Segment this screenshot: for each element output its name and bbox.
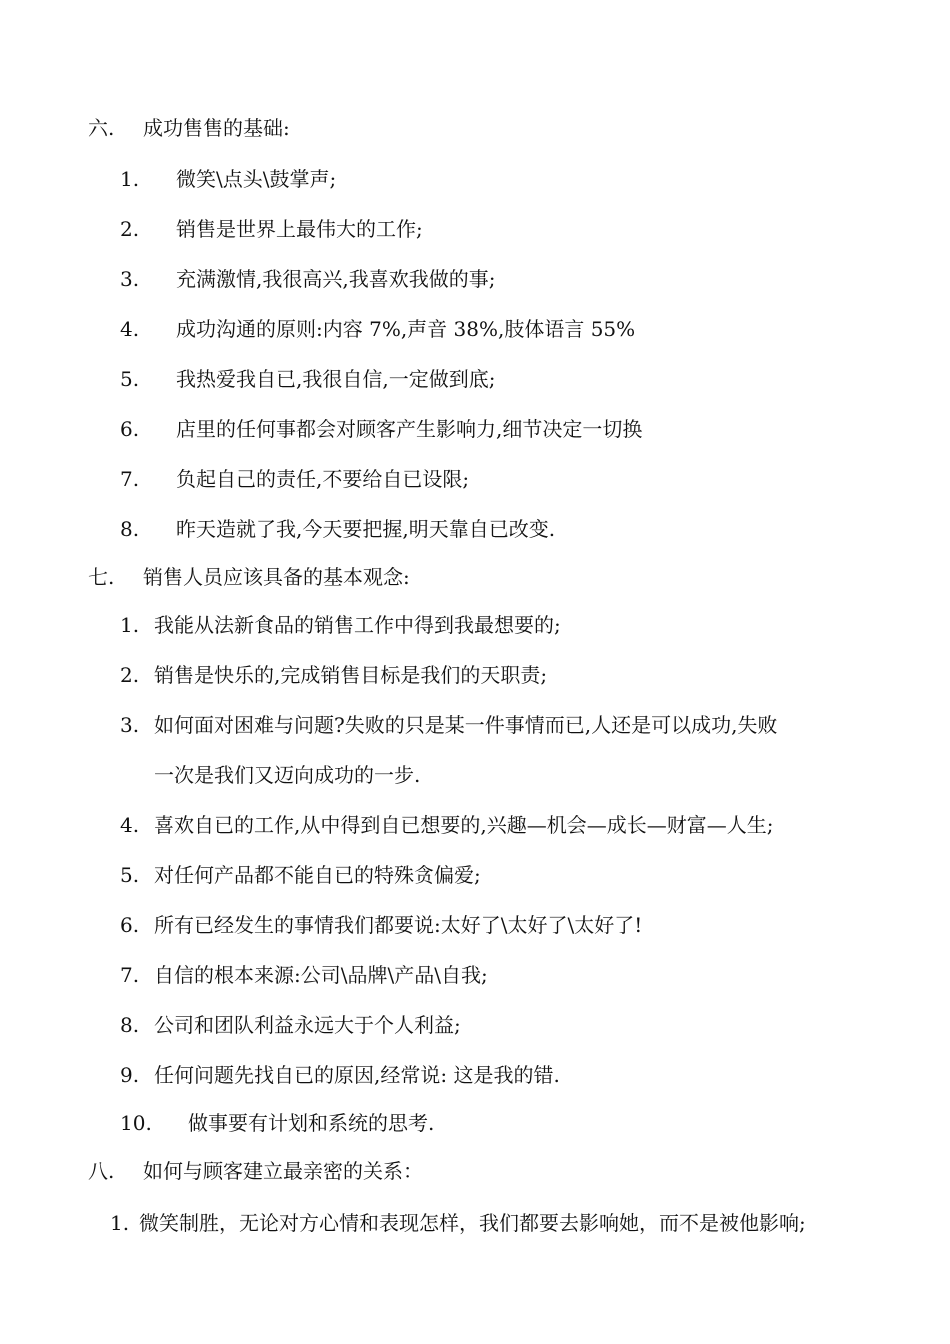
list-item-number: 8. [120,1013,140,1037]
list-item-number: 7. [120,963,140,987]
list-item-text: 昨天造就了我,今天要把握,明天靠自已改变. [176,517,556,541]
list-item-text: 任何问题先找自已的原因,经常说: 这是我的错. [154,1063,560,1087]
list-item-number: 7. [120,467,140,491]
list-item-text: 店里的任何事都会对顾客产生影响力,细节决定一切换 [176,417,643,441]
list-item-text: 我热爱我自已,我很自信,一定做到底; [176,367,496,391]
list-item-number: 8. [120,517,140,541]
list-item-number: 1. [120,613,140,637]
list-item-number: 9. [120,1063,140,1087]
section-8-title: 如何与顾客建立最亲密的关系： [143,1159,423,1183]
list-item-number: 6. [120,913,140,937]
list-item-number: 3. [120,267,140,291]
list-item-number: 4. [120,813,140,837]
list-item-text-continuation: 一次是我们又迈向成功的一步. [154,763,421,787]
list-item-number: 5. [120,863,140,887]
list-item-text: 销售是快乐的,完成销售目标是我们的天职责; [154,663,548,687]
list-item-text: 所有已经发生的事情我们都要说:太好了\太好了\太好了! [154,913,643,937]
list-item-number: 6. [120,417,140,441]
list-item-text: 公司和团队利益永远大于个人利益; [154,1013,461,1037]
list-item-text: 微笑\点头\鼓掌声; [176,167,337,191]
section-6-number: 六. [88,116,115,140]
list-item-text: 做事要有计划和系统的思考. [188,1111,435,1135]
list-item-text: 喜欢自已的工作,从中得到自已想要的,兴趣—机会—成长—财富—人生; [154,813,774,837]
list-item-text: 对任何产品都不能自已的特殊贪偏爱; [154,863,481,887]
list-item-text: 自信的根本来源:公司\品牌\产品\自我; [154,963,488,987]
list-item-number: 2. [120,663,140,687]
list-item-text: 充满激情,我很高兴,我喜欢我做的事; [176,267,496,291]
list-item-number: 5. [120,367,140,391]
list-item-text: 负起自己的责任,不要给自已设限; [176,467,470,491]
section-7-title: 销售人员应该具备的基本观念: [143,565,410,589]
list-item-number: 10. [120,1111,152,1135]
section-6-title: 成功售售的基础: [143,116,290,140]
list-item-number: 4. [120,317,140,341]
list-item-number: 2. [120,217,140,241]
list-item-text: 微笑制胜，无论对方心情和表现怎样，我们都要去影响她，而不是被他影响; [139,1211,806,1235]
list-item-text: 销售是世界上最伟大的工作; [176,217,423,241]
list-item-number: 3. [120,713,140,737]
section-8-number: 八. [88,1159,115,1183]
list-item-text: 成功沟通的原则:内容 7%,声音 38%,肢体语言 55% [176,317,636,341]
list-item-number: 1. [110,1211,130,1235]
list-item-text: 如何面对困难与问题?失败的只是某一件事情而已,人还是可以成功,失败 [154,713,778,737]
list-item-number: 1. [120,167,140,191]
section-7-number: 七. [88,565,115,589]
list-item-text: 我能从法新食品的销售工作中得到我最想要的; [154,613,561,637]
